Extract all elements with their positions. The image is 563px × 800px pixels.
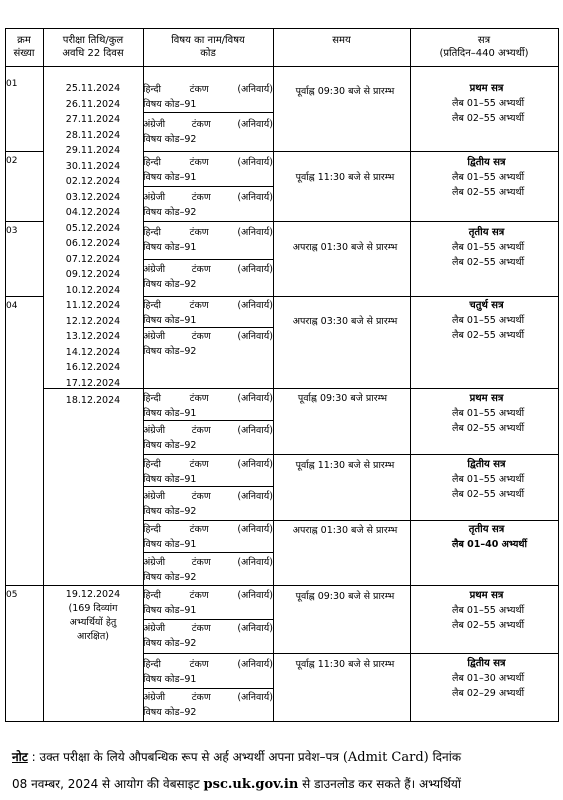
session-title: प्रथम सत्र — [469, 83, 504, 94]
subject-word: अंग्रेजी — [143, 264, 166, 275]
session-cell — [410, 155, 563, 200]
subject-word: हिन्दी — [143, 227, 161, 238]
subject-mandatory: (अनिवार्य) — [237, 459, 273, 470]
subject-word: हिन्दी — [143, 659, 161, 670]
session-lab: लैब 02–55 अभ्यर्थी — [452, 187, 525, 198]
subject-word: हिन्दी — [143, 157, 161, 168]
subject-hindi — [143, 588, 273, 618]
subject-hindi — [143, 155, 273, 185]
subject-hindi — [143, 522, 273, 552]
subject-code: विषय कोड–92 — [143, 134, 197, 145]
subject-english — [143, 262, 273, 292]
subject-hindi — [143, 82, 273, 112]
subject-word: अंग्रेजी — [143, 119, 166, 130]
date-reserved-line: आरक्षित) — [77, 631, 109, 642]
session-cell — [410, 457, 563, 502]
session-title: प्रथम सत्र — [469, 590, 504, 601]
row-sno: 03 — [6, 226, 18, 236]
subject-english — [143, 690, 273, 720]
row-sno: 02 — [6, 156, 18, 166]
session-lab: लैब 01–55 अभ्यर्थी — [452, 172, 525, 183]
session-title: प्रथम सत्र — [469, 393, 504, 404]
date-item: 04.12.2024 — [65, 207, 121, 218]
row-sno: 04 — [6, 301, 18, 311]
subject-word: टंकण — [191, 557, 211, 568]
session-lab: लैब 01–55 अभ्यर्थी — [452, 474, 525, 485]
date-item: 11.12.2024 — [65, 300, 121, 311]
subject-word: हिन्दी — [143, 84, 161, 95]
time-cell: अपराह्न 01:30 बजे से प्रारम्भ — [292, 242, 398, 253]
subject-mandatory: (अनिवार्य) — [237, 692, 273, 703]
subject-word: अंग्रेजी — [143, 425, 166, 436]
time-cell: पूर्वाह्न 11:30 बजे से प्रारम्भ — [295, 172, 395, 183]
subject-hindi — [143, 657, 273, 687]
date-item: 27.11.2024 — [65, 114, 121, 125]
session-cell — [410, 588, 563, 633]
time-cell: पूर्वाह्न 09:30 बजे से प्रारम्भ — [295, 591, 395, 602]
date-item: 25.11.2024 — [65, 83, 121, 94]
subject-mandatory: (अनिवार्य) — [237, 192, 273, 203]
subject-hindi — [143, 225, 273, 255]
date-item-reserved — [43, 588, 143, 644]
note-text: 08 नवम्बर, 2024 से आयोग की वेबसाइट — [12, 777, 200, 791]
time-cell: पूर्वाह्न 11:30 बजे से प्रारम्भ — [295, 659, 395, 670]
session-lab: लैब 01–55 अभ्यर्थी — [452, 242, 525, 253]
session-title: चतुर्थ सत्र — [469, 300, 504, 311]
session-title: तृतीय सत्र — [468, 227, 505, 238]
time-cell: अपराह्न 01:30 बजे से प्रारम्भ — [292, 525, 398, 536]
header-sno-line1: क्रम — [17, 35, 31, 46]
session-cell — [410, 522, 563, 552]
subject-word: टंकण — [191, 264, 211, 275]
note-text: से डाउनलोड कर सकते हैं। अभ्यर्थियों — [302, 777, 461, 791]
subject-code: विषय कोड–92 — [143, 207, 197, 218]
subject-code: विषय कोड–92 — [143, 572, 197, 583]
session-cell — [410, 225, 563, 270]
session-lab: लैब 01–55 अभ्यर्थी — [452, 605, 525, 616]
note-line-1 — [12, 744, 560, 771]
subject-word: टंकण — [189, 84, 209, 95]
subject-hindi — [143, 457, 273, 487]
date-item: 14.12.2024 — [65, 346, 121, 358]
subject-mandatory: (अनिवार्य) — [237, 84, 273, 95]
subject-english — [143, 489, 273, 519]
subject-word: टंकण — [191, 623, 211, 634]
subject-word: टंकण — [191, 692, 211, 703]
time-cell: अपराह्न 03:30 बजे से प्रारम्भ — [292, 316, 398, 327]
subject-mandatory: (अनिवार्य) — [237, 264, 273, 275]
subject-word: अंग्रेजी — [143, 331, 166, 342]
date-item: 09.12.2024 — [65, 269, 121, 280]
subject-word: टंकण — [189, 524, 209, 535]
date-reserved-line: (169 दिव्यांग — [68, 603, 118, 614]
session-title: द्वितीय सत्र — [467, 658, 506, 669]
date-item: 10.12.2024 — [65, 284, 121, 296]
subject-word: अंग्रेजी — [143, 557, 166, 568]
date-reserved-line: अभ्यर्थियों हेतु — [69, 617, 117, 628]
subject-mandatory: (अनिवार्य) — [237, 300, 273, 311]
session-lab: लैब 02–55 अभ्यर्थी — [452, 620, 525, 631]
subject-code: विषय कोड–91 — [143, 605, 197, 616]
session-lab: लैब 02–29 अभ्यर्थी — [452, 688, 525, 699]
header-session-line1: सत्र — [477, 35, 491, 46]
subject-mandatory: (अनिवार्य) — [237, 491, 273, 502]
date-item: 16.12.2024 — [65, 362, 121, 373]
subject-code: विषय कोड–91 — [143, 242, 197, 253]
note-line-2 — [12, 771, 560, 798]
subject-english — [143, 190, 273, 220]
date-reserved-line: 19.12.2024 — [65, 589, 121, 600]
date-item: 02.12.2024 — [65, 176, 121, 187]
subject-english — [143, 117, 273, 147]
subject-code: विषय कोड–91 — [143, 99, 197, 110]
subject-word: अंग्रेजी — [143, 623, 166, 634]
subject-code: विषय कोड–91 — [143, 539, 197, 550]
subject-word: अंग्रेजी — [143, 692, 166, 703]
subject-mandatory: (अनिवार्य) — [237, 425, 273, 436]
subject-word: टंकण — [189, 300, 209, 311]
subject-word: टंकण — [191, 491, 211, 502]
time-cell: पूर्वाह्न 11:30 बजे से प्रारम्भ — [295, 460, 395, 471]
session-lab: लैब 01–55 अभ्यर्थी — [452, 408, 525, 419]
session-lab: लैब 01–30 अभ्यर्थी — [452, 673, 525, 684]
session-cell — [410, 81, 563, 126]
subject-word: टंकण — [189, 459, 209, 470]
subject-word: टंकण — [189, 157, 209, 168]
session-lab: लैब 02–55 अभ्यर्थी — [452, 330, 525, 341]
header-sno-line2: संख्या — [13, 48, 35, 59]
session-title: द्वितीय सत्र — [467, 157, 506, 168]
date-item: 28.11.2024 — [65, 129, 121, 141]
date-item: 17.12.2024 — [65, 377, 121, 389]
date-item: 13.12.2024 — [65, 331, 121, 342]
subject-word: अंग्रेजी — [143, 192, 166, 203]
subject-code: विषय कोड–91 — [143, 474, 197, 485]
note-label: नोट — [12, 750, 28, 764]
session-cell — [410, 391, 563, 436]
subject-mandatory: (अनिवार्य) — [237, 659, 273, 670]
subject-code: विषय कोड–91 — [143, 408, 197, 419]
subject-word: टंकण — [189, 227, 209, 238]
session-lab: लैब 02–55 अभ्यर्थी — [452, 489, 525, 500]
subject-code: विषय कोड–92 — [143, 506, 197, 517]
subject-word: टंकण — [191, 119, 211, 130]
note-text: : उक्त परीक्षा के लिये औपबन्धिक रूप से अर्ह अभ्यर्थी अपना प्रवेश–पत्र — [31, 750, 339, 764]
session-lab: लैब 02–55 अभ्यर्थी — [452, 257, 525, 268]
subject-word: टंकण — [189, 393, 209, 404]
subject-word: टंकण — [189, 659, 209, 670]
session-title: द्वितीय सत्र — [467, 459, 506, 470]
note-website-link[interactable]: psc.uk.gov.in — [203, 777, 299, 792]
subject-mandatory: (अनिवार्य) — [237, 393, 273, 404]
date-item: 05.12.2024 — [65, 222, 121, 234]
subject-english — [143, 621, 273, 651]
subject-word: टंकण — [191, 331, 211, 342]
header-date-line1: परीक्षा तिथि/कुल — [62, 35, 124, 46]
date-item: 18.12.2024 — [65, 395, 121, 406]
session-lab: लैब 01–55 अभ्यर्थी — [452, 315, 525, 326]
session-lab: लैब 02–55 अभ्यर्थी — [452, 423, 525, 434]
session-lab: लैब 01–55 अभ्यर्थी — [452, 98, 525, 109]
session-cell — [410, 298, 563, 343]
header-subject-line1: विषय का नाम/विषय — [171, 35, 245, 46]
header-date-line2: अवधि 22 दिवस — [62, 48, 124, 59]
subject-hindi — [143, 298, 273, 328]
subject-mandatory: (अनिवार्य) — [237, 557, 273, 568]
date-item: 26.11.2024 — [65, 98, 121, 110]
subject-word: अंग्रेजी — [143, 491, 166, 502]
subject-word: हिन्दी — [143, 590, 161, 601]
date-item: 30.11.2024 — [65, 160, 121, 172]
session-lab: लैब 01–40 अभ्यर्थी — [452, 539, 527, 550]
session-title: तृतीय सत्र — [468, 524, 505, 535]
subject-code: विषय कोड–92 — [143, 440, 197, 451]
note-admit-card: (Admit Card) — [342, 750, 429, 765]
row-sno: 01 — [6, 79, 18, 89]
subject-word: टंकण — [189, 590, 209, 601]
time-cell: पूर्वाह्न 09:30 बजे प्रारम्भ — [297, 393, 388, 404]
header-subject-line2: कोड — [200, 48, 216, 59]
date-item: 12.12.2024 — [65, 315, 121, 327]
date-item: 06.12.2024 — [65, 238, 121, 249]
subject-code: विषय कोड–91 — [143, 315, 197, 326]
subject-word: टंकण — [191, 425, 211, 436]
session-lab: लैब 02–55 अभ्यर्थी — [452, 113, 525, 124]
subject-word: हिन्दी — [143, 393, 161, 404]
subject-mandatory: (अनिवार्य) — [237, 227, 273, 238]
time-cell: पूर्वाह्न 09:30 बजे से प्रारम्भ — [295, 86, 395, 97]
subject-code: विषय कोड–92 — [143, 279, 197, 290]
subject-hindi — [143, 391, 273, 421]
header-time: समय — [332, 35, 351, 46]
subject-mandatory: (अनिवार्य) — [237, 524, 273, 535]
subject-mandatory: (अनिवार्य) — [237, 157, 273, 168]
subject-word: हिन्दी — [143, 524, 161, 535]
subject-word: टंकण — [191, 192, 211, 203]
subject-english — [143, 555, 273, 585]
subject-mandatory: (अनिवार्य) — [237, 331, 273, 342]
date-item: 29.11.2024 — [65, 145, 121, 156]
subject-code: विषय कोड–91 — [143, 172, 197, 183]
note-text: दिनांक — [432, 750, 462, 764]
subject-code: विषय कोड–92 — [143, 638, 197, 649]
session-cell — [410, 656, 563, 701]
subject-mandatory: (अनिवार्य) — [237, 590, 273, 601]
subject-mandatory: (अनिवार्य) — [237, 119, 273, 130]
subject-english — [143, 329, 273, 359]
row-sno: 05 — [6, 590, 18, 600]
subject-code: विषय कोड–91 — [143, 674, 197, 685]
date-item: 03.12.2024 — [65, 191, 121, 203]
subject-english — [143, 423, 273, 453]
date-list — [43, 81, 143, 391]
subject-word: हिन्दी — [143, 300, 161, 311]
subject-code: विषय कोड–92 — [143, 707, 197, 718]
header-session-line2: (प्रतिदिन–440 अभ्यर्थी) — [439, 48, 529, 59]
subject-code: विषय कोड–92 — [143, 346, 197, 357]
date-item: 07.12.2024 — [65, 253, 121, 265]
admit-card-note — [12, 744, 560, 798]
subject-word: हिन्दी — [143, 459, 161, 470]
subject-mandatory: (अनिवार्य) — [237, 623, 273, 634]
